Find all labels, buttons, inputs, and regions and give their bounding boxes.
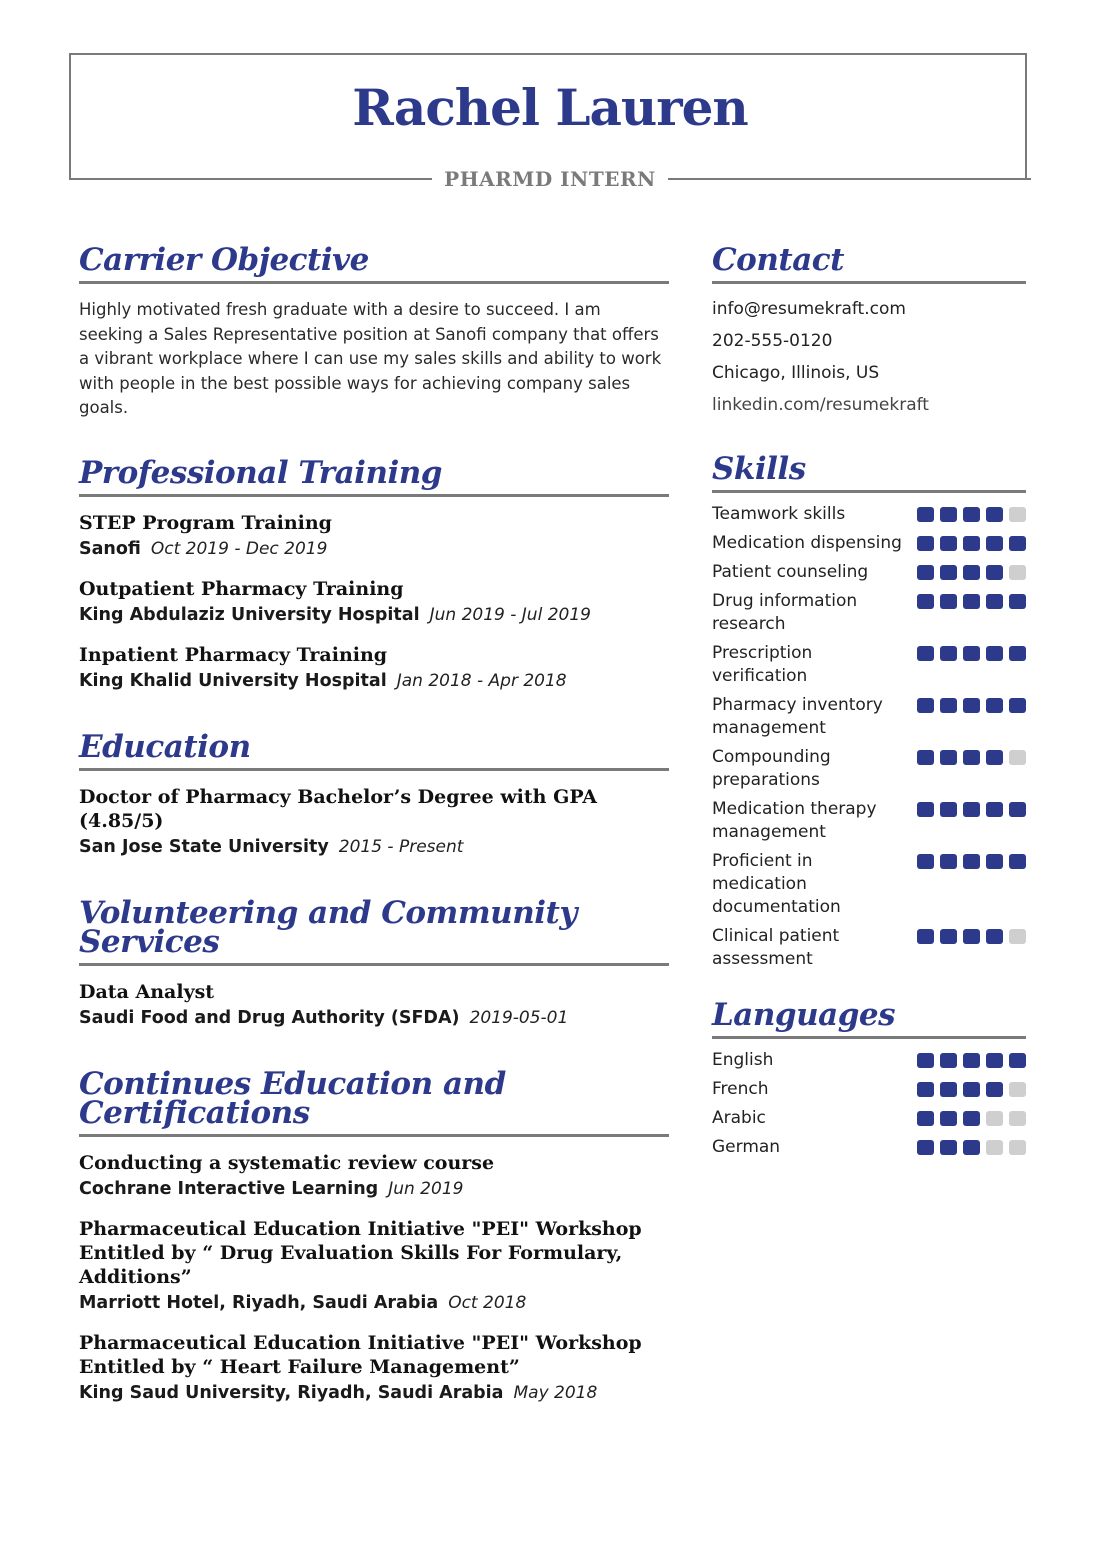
rating-dot-filled — [940, 854, 957, 869]
rating-dot-filled — [940, 929, 957, 944]
language-row — [712, 1049, 1026, 1072]
skill-rating — [917, 594, 1026, 609]
rating-dot-filled — [986, 750, 1003, 765]
skill-label: Pharmacy inventory management — [712, 695, 883, 738]
skill-label: Medication therapy management — [712, 799, 877, 842]
certifications-heading: Continues Education and Certifications — [79, 1070, 669, 1137]
rating-dot-filled — [963, 854, 980, 869]
skill-rating — [917, 750, 1026, 765]
skill-row — [712, 590, 1026, 636]
entry-title: Inpatient Pharmacy Training — [79, 643, 388, 666]
rating-dot-filled — [917, 1082, 934, 1097]
rating-dot-filled — [963, 565, 980, 580]
entry-org — [79, 535, 669, 563]
skill-label: Teamwork skills — [712, 504, 846, 524]
volunteering-heading: Volunteering and Community Services — [79, 899, 669, 966]
entry-date: Jun 2019 - Jul 2019 — [429, 604, 591, 625]
rating-dot-filled — [940, 507, 957, 522]
rating-dot-empty — [986, 1111, 1003, 1126]
rating-dot-filled — [940, 646, 957, 661]
rating-dot-filled — [963, 536, 980, 551]
rating-dot-filled — [917, 1140, 934, 1155]
objective-heading: Carrier Objective — [79, 246, 669, 284]
skill-label: Compounding preparations — [712, 747, 831, 790]
skill-row — [712, 694, 1026, 740]
rating-dot-empty — [1009, 1140, 1026, 1155]
language-rating — [917, 1140, 1026, 1155]
rating-dot-filled — [917, 1111, 934, 1126]
skill-row — [712, 850, 1026, 919]
rating-dot-empty — [1009, 1082, 1026, 1097]
contact-location: Chicago, Illinois, US — [712, 363, 880, 383]
certifications-section — [79, 1065, 669, 1407]
entry-title: Pharmaceutical Education Initiative "PEI" Workshop Entitled by “ Heart Failure Management” — [79, 1331, 642, 1378]
certification-entry — [79, 1217, 669, 1317]
language-row — [712, 1078, 1026, 1101]
rating-dot-filled — [917, 1053, 934, 1068]
side-column — [712, 242, 1026, 1159]
entry-date: Jan 2018 - Apr 2018 — [396, 670, 567, 691]
rating-dot-filled — [1009, 802, 1026, 817]
entry-date: 2015 - Present — [338, 836, 464, 857]
skill-rating — [917, 698, 1026, 713]
skill-rating — [917, 854, 1026, 869]
rating-dot-filled — [963, 594, 980, 609]
language-label: French — [712, 1079, 769, 1099]
rating-dot-filled — [963, 1140, 980, 1155]
rating-dot-filled — [963, 1053, 980, 1068]
language-label: German — [712, 1137, 781, 1157]
rating-dot-filled — [940, 565, 957, 580]
skill-rating — [917, 536, 1026, 551]
rating-dot-filled — [986, 929, 1003, 944]
entry-org-name: King Saud University, Riyadh, Saudi Arabia — [79, 1382, 504, 1403]
skill-rating — [917, 929, 1026, 944]
rating-dot-filled — [986, 507, 1003, 522]
rating-dot-filled — [986, 854, 1003, 869]
language-rating — [917, 1053, 1026, 1068]
entry-date: Oct 2019 - Dec 2019 — [150, 538, 328, 559]
rating-dot-empty — [1009, 565, 1026, 580]
entry-title: STEP Program Training — [79, 511, 332, 534]
entry-org-name: King Khalid University Hospital — [79, 670, 387, 691]
rating-dot-filled — [986, 698, 1003, 713]
entry-title: Outpatient Pharmacy Training — [79, 577, 404, 600]
objective-text: Highly motivated fresh graduate with a desire to succeed. I am seeking a Sales Representative position at Sanofi company that offers a vibrant workplace where I can use my sales skills and ability to work with people in the best possible ways for achieving company sales goals. — [79, 300, 662, 417]
rating-dot-filled — [917, 854, 934, 869]
contact-email[interactable]: info@resumekraft.com — [712, 299, 906, 319]
rating-dot-filled — [986, 802, 1003, 817]
rating-dot-filled — [917, 646, 934, 661]
skills-list — [712, 503, 1026, 971]
entry-org-name: King Abdulaziz University Hospital — [79, 604, 420, 625]
rating-dot-filled — [1009, 536, 1026, 551]
rating-dot-filled — [963, 750, 980, 765]
language-rating — [917, 1111, 1026, 1126]
certification-entry — [79, 1331, 669, 1407]
rating-dot-filled — [986, 646, 1003, 661]
title-divider-right — [668, 178, 1031, 180]
rating-dot-filled — [963, 646, 980, 661]
rating-dot-filled — [940, 1082, 957, 1097]
rating-dot-filled — [917, 507, 934, 522]
entry-org — [79, 601, 669, 629]
rating-dot-filled — [963, 698, 980, 713]
rating-dot-filled — [963, 802, 980, 817]
contact-linkedin[interactable]: linkedin.com/resumekraft — [712, 395, 929, 415]
entry-org — [79, 1379, 669, 1407]
skill-row — [712, 532, 1026, 555]
rating-dot-filled — [986, 1053, 1003, 1068]
skills-section — [712, 451, 1026, 971]
candidate-name: Rachel Lauren — [352, 78, 748, 137]
entry-org — [79, 667, 669, 695]
skill-row — [712, 746, 1026, 792]
languages-heading: Languages — [712, 1001, 1026, 1039]
skill-label: Proficient in medication documentation — [712, 851, 841, 917]
job-title: PHARMD INTERN — [444, 167, 656, 191]
rating-dot-filled — [940, 594, 957, 609]
skill-label: Medication dispensing — [712, 533, 902, 553]
rating-dot-filled — [917, 698, 934, 713]
rating-dot-filled — [917, 750, 934, 765]
skill-row — [712, 642, 1026, 688]
language-rating — [917, 1082, 1026, 1097]
rating-dot-filled — [1009, 646, 1026, 661]
rating-dot-filled — [940, 1053, 957, 1068]
entry-org — [79, 1289, 669, 1317]
training-heading: Professional Training — [79, 459, 669, 497]
entry-org-name: Cochrane Interactive Learning — [79, 1178, 379, 1199]
rating-dot-filled — [1009, 1053, 1026, 1068]
rating-dot-filled — [986, 565, 1003, 580]
rating-dot-filled — [917, 594, 934, 609]
rating-dot-filled — [917, 929, 934, 944]
rating-dot-filled — [940, 698, 957, 713]
skill-rating — [917, 802, 1026, 817]
training-section — [79, 454, 669, 695]
language-label: Arabic — [712, 1108, 766, 1128]
contact-section — [712, 242, 1026, 421]
rating-dot-empty — [1009, 507, 1026, 522]
entry-org-name: San Jose State University — [79, 836, 329, 857]
education-heading: Education — [79, 733, 669, 771]
languages-list — [712, 1049, 1026, 1159]
skill-row — [712, 503, 1026, 526]
job-title-row — [69, 164, 1031, 194]
skill-label: Clinical patient assessment — [712, 926, 840, 969]
education-entry — [79, 785, 669, 861]
rating-dot-filled — [1009, 698, 1026, 713]
rating-dot-empty — [1009, 750, 1026, 765]
rating-dot-empty — [986, 1140, 1003, 1155]
skill-rating — [917, 507, 1026, 522]
entry-title: Conducting a systematic review course — [79, 1151, 495, 1174]
skill-row — [712, 925, 1026, 971]
rating-dot-filled — [917, 536, 934, 551]
rating-dot-filled — [940, 1111, 957, 1126]
skill-rating — [917, 646, 1026, 661]
entry-org — [79, 1175, 669, 1203]
rating-dot-filled — [940, 750, 957, 765]
languages-section — [712, 997, 1026, 1159]
rating-dot-filled — [940, 1140, 957, 1155]
skill-label: Patient counseling — [712, 562, 869, 582]
rating-dot-filled — [963, 507, 980, 522]
entry-org-name: Saudi Food and Drug Authority (SFDA) — [79, 1007, 460, 1028]
entry-title: Pharmaceutical Education Initiative "PEI" Workshop Entitled by “ Drug Evaluation Skills For Formulary, Additions” — [79, 1217, 642, 1288]
language-label: English — [712, 1050, 774, 1070]
skill-label: Drug information research — [712, 591, 858, 634]
rating-dot-filled — [986, 1082, 1003, 1097]
entry-org-name: Marriott Hotel, Riyadh, Saudi Arabia — [79, 1292, 439, 1313]
rating-dot-empty — [1009, 1111, 1026, 1126]
entry-org — [79, 833, 669, 861]
entry-org — [79, 1004, 669, 1032]
rating-dot-filled — [917, 802, 934, 817]
title-divider-left — [69, 178, 432, 180]
rating-dot-filled — [963, 929, 980, 944]
training-entry — [79, 511, 669, 563]
entry-date: Oct 2018 — [448, 1292, 527, 1313]
training-entry — [79, 577, 669, 629]
entry-title: Doctor of Pharmacy Bachelor’s Degree with GPA (4.85/5) — [79, 785, 597, 832]
language-row — [712, 1107, 1026, 1130]
entry-title: Data Analyst — [79, 980, 215, 1003]
rating-dot-filled — [1009, 594, 1026, 609]
rating-dot-filled — [1009, 854, 1026, 869]
skill-rating — [917, 565, 1026, 580]
skill-row — [712, 798, 1026, 844]
entry-org-name: Sanofi — [79, 538, 141, 559]
skill-row — [712, 561, 1026, 584]
contact-heading: Contact — [712, 246, 1026, 284]
contact-phone: 202-555-0120 — [712, 331, 833, 351]
rating-dot-filled — [986, 536, 1003, 551]
language-row — [712, 1136, 1026, 1159]
entry-date: Jun 2019 — [388, 1178, 464, 1199]
rating-dot-filled — [917, 565, 934, 580]
entry-date: 2019-05-01 — [469, 1007, 569, 1028]
contact-list — [712, 293, 1026, 421]
skill-label: Prescription verification — [712, 643, 813, 686]
entry-date: May 2018 — [513, 1382, 598, 1403]
volunteering-section — [79, 894, 669, 1032]
skills-heading: Skills — [712, 455, 1026, 493]
rating-dot-filled — [940, 536, 957, 551]
rating-dot-filled — [940, 802, 957, 817]
certification-entry — [79, 1151, 669, 1203]
rating-dot-filled — [986, 594, 1003, 609]
training-entry — [79, 643, 669, 695]
education-section — [79, 728, 669, 861]
objective-section — [79, 242, 669, 421]
rating-dot-empty — [1009, 929, 1026, 944]
volunteering-entry — [79, 980, 669, 1032]
main-column — [79, 242, 669, 1407]
rating-dot-filled — [963, 1082, 980, 1097]
rating-dot-filled — [963, 1111, 980, 1126]
